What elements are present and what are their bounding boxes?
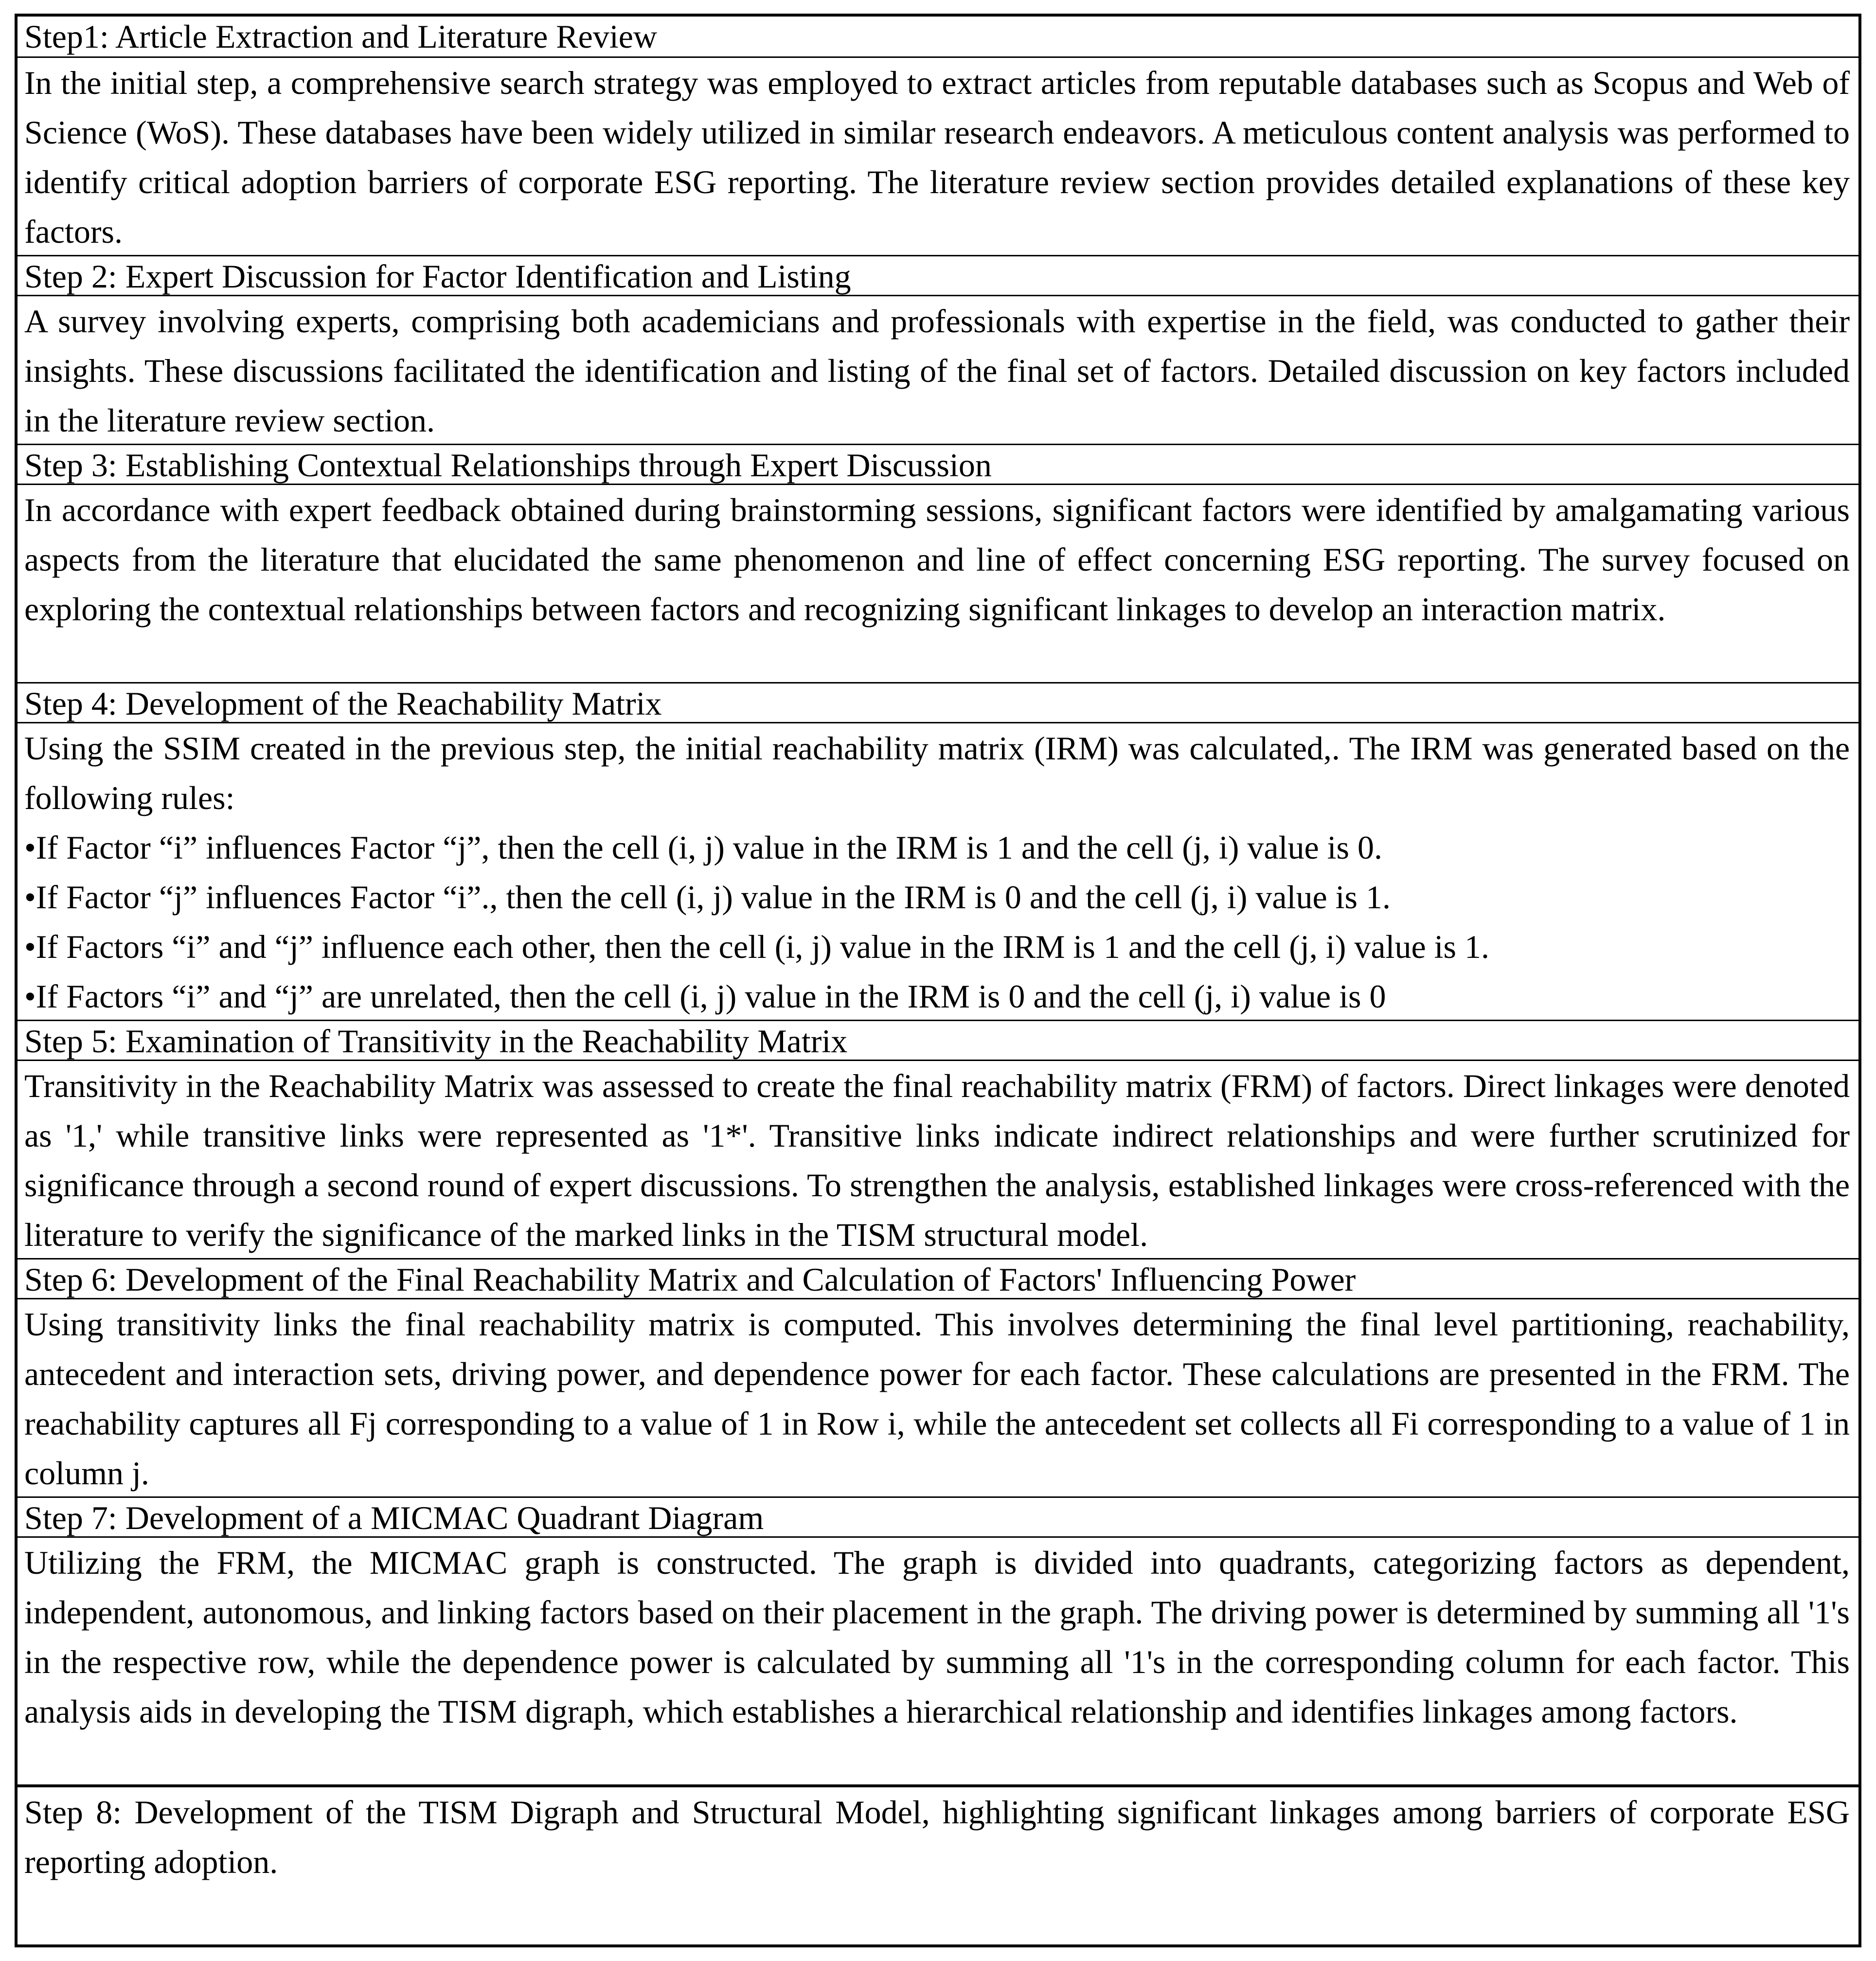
step6-heading: Step 6: Development of the Final Reachability Matrix and Calculation of Factors' Influencing Power bbox=[18, 1258, 1858, 1298]
step6-body: Using transitivity links the final reachability matrix is computed. This involves determining the final level partitioning, reachability, antecedent and interaction sets, driving power, and dependence power for each factor. These calculations are presented in the FRM. The reachability captures all Fj corresponding to a value of 1 in Row i, while the antecedent set collects all Fi corresponding to a value of 1 in column j. bbox=[18, 1298, 1858, 1496]
step5-body: Transitivity in the Reachability Matrix was assessed to create the final reachability matrix (FRM) of factors. Direct linkages were denoted as '1,' while transitive links were represented as '1*'. Transitive links indicate indirect relationships and were further scrutinized for significance through a second round of expert discussions. To strengthen the analysis, established linkages were cross-referenced with the literature to verify the significance of the marked links in the TISM structural model. bbox=[18, 1060, 1858, 1258]
step2-body: A survey involving experts, comprising both academicians and professionals with expertise in the field, was conducted to gather their insights. These discussions facilitated the identification and listing of the final set of factors. Detailed discussion on key factors included in the literature review section. bbox=[18, 295, 1858, 444]
step3-heading: Step 3: Establishing Contextual Relationships through Expert Discussion bbox=[18, 444, 1858, 484]
step4-rule-4: •If Factors “i” and “j” are unrelated, then the cell (i, j) value in the IRM is 0 and the cell (j, i) value is 0 bbox=[24, 978, 1386, 1015]
step2-heading: Step 2: Expert Discussion for Factor Identification and Listing bbox=[18, 255, 1858, 295]
step7-heading: Step 7: Development of a MICMAC Quadrant Diagram bbox=[18, 1496, 1858, 1536]
step4-rule-1: •If Factor “i” influences Factor “j”, then the cell (i, j) value in the IRM is 1 and the cell (j, i) value is 0. bbox=[24, 829, 1382, 866]
step4-body bbox=[18, 722, 1858, 1020]
step4-heading: Step 4: Development of the Reachability Matrix bbox=[18, 682, 1858, 722]
step1-body: In the initial step, a comprehensive search strategy was employed to extract articles from reputable databases such as Scopus and Web of Science (WoS). These databases have been widely utilized in similar research endeavors. A meticulous content analysis was performed to identify critical adoption barriers of corporate ESG reporting. The literature review section provides detailed explanations of these key factors. bbox=[18, 56, 1858, 255]
step4-intro: Using the SSIM created in the previous step, the initial reachability matrix (IRM) was calculated,. The IRM was generated based on the following rules: bbox=[24, 730, 1850, 816]
step5-heading: Step 5: Examination of Transitivity in the Reachability Matrix bbox=[18, 1020, 1858, 1060]
step7-body: Utilizing the FRM, the MICMAC graph is constructed. The graph is divided into quadrants, categorizing factors as dependent, independent, autonomous, and linking factors based on their placement in the graph. The driving power is determined by summing all '1's in the respective row, while the dependence power is calculated by summing all '1's in the corresponding column for each factor. This analysis aids in developing the TISM digraph, which establishes a hierarchical relationship and identifies linkages among factors. bbox=[18, 1536, 1858, 1784]
step3-body: In accordance with expert feedback obtained during brainstorming sessions, significant factors were identified by amalgamating various aspects from the literature that elucidated the same phenomenon and line of effect concerning ESG reporting. The survey focused on exploring the contextual relationships between factors and recognizing significant linkages to develop an interaction matrix. bbox=[18, 484, 1858, 682]
step4-rule-2: •If Factor “j” influences Factor “i”., then the cell (i, j) value in the IRM is 0 and the cell (j, i) value is 1. bbox=[24, 879, 1391, 916]
methodology-steps-table bbox=[15, 14, 1861, 1947]
step1-heading: Step1: Article Extraction and Literature Review bbox=[24, 18, 657, 55]
step8-row: Step 8: Development of the TISM Digraph and Structural Model, highlighting significant linkages among barriers of corporate ESG reporting adoption. bbox=[18, 1784, 1858, 1944]
step4-rule-3: •If Factors “i” and “j” influence each other, then the cell (i, j) value in the IRM is 1 and the cell (j, i) value is 1. bbox=[24, 928, 1489, 965]
